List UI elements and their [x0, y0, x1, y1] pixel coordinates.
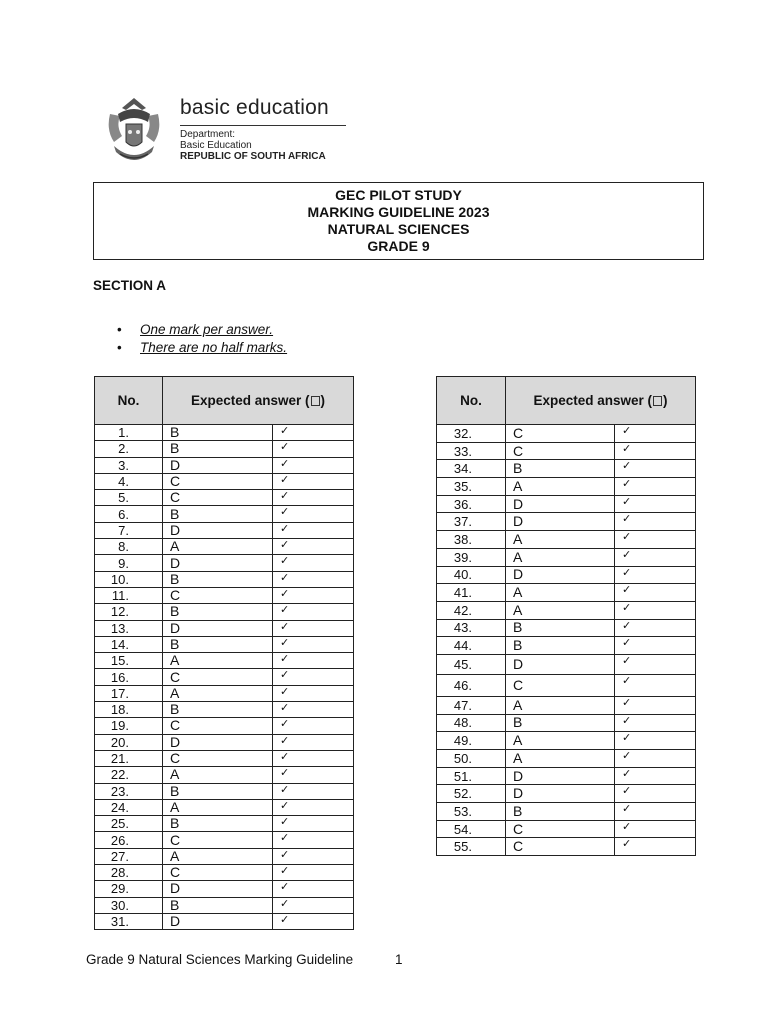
check-mark-icon: ✓ — [615, 619, 696, 637]
check-mark-icon: ✓ — [273, 718, 354, 734]
question-number: 21. — [95, 750, 163, 766]
question-number: 23. — [95, 783, 163, 799]
check-mark-icon: ✓ — [273, 767, 354, 783]
check-mark-icon: ✓ — [615, 531, 696, 549]
expected-answer: C — [163, 473, 273, 489]
question-number: 25. — [95, 816, 163, 832]
table-row — [437, 696, 696, 714]
table-row — [95, 636, 354, 652]
check-mark-icon: ✓ — [273, 848, 354, 864]
question-number: 10. — [95, 571, 163, 587]
table-row — [437, 750, 696, 768]
check-mark-icon: ✓ — [615, 584, 696, 602]
checkbox-symbol-icon — [653, 396, 662, 406]
check-mark-icon: ✓ — [615, 696, 696, 714]
expected-answer: B — [163, 425, 273, 441]
check-mark-icon: ✓ — [615, 637, 696, 655]
expected-answer: C — [163, 718, 273, 734]
check-mark-icon: ✓ — [273, 490, 354, 506]
question-number: 1. — [95, 425, 163, 441]
check-mark-icon: ✓ — [273, 441, 354, 457]
check-mark-icon: ✓ — [615, 785, 696, 803]
table-row — [95, 718, 354, 734]
check-mark-icon: ✓ — [615, 820, 696, 838]
table-row — [437, 767, 696, 785]
expected-answer: A — [163, 799, 273, 815]
expected-answer: C — [506, 442, 615, 460]
table-row — [95, 441, 354, 457]
question-number: 38. — [437, 531, 506, 549]
expected-answer: C — [506, 674, 615, 696]
check-mark-icon: ✓ — [273, 587, 354, 603]
expected-answer: A — [163, 685, 273, 701]
expected-answer: C — [163, 490, 273, 506]
question-number: 5. — [95, 490, 163, 506]
table-row — [95, 799, 354, 815]
expected-answer: B — [506, 637, 615, 655]
table-row — [95, 473, 354, 489]
table-row — [95, 685, 354, 701]
title-line-4: GRADE 9 — [367, 238, 430, 254]
table-row — [95, 653, 354, 669]
column-header-no: No. — [95, 377, 163, 425]
expected-answer: A — [163, 767, 273, 783]
expected-answer: B — [506, 619, 615, 637]
expected-answer: C — [163, 832, 273, 848]
check-mark-icon: ✓ — [273, 669, 354, 685]
check-mark-icon: ✓ — [615, 803, 696, 821]
column-header-expected-answer — [506, 377, 696, 425]
check-mark-icon: ✓ — [273, 783, 354, 799]
table-row — [437, 513, 696, 531]
expected-answer: B — [163, 816, 273, 832]
question-number: 31. — [95, 913, 163, 929]
expected-answer: D — [506, 767, 615, 785]
question-number: 9. — [95, 555, 163, 571]
check-mark-icon: ✓ — [615, 750, 696, 768]
expected-answer: C — [506, 820, 615, 838]
expected-answer: B — [163, 636, 273, 652]
table-row — [437, 442, 696, 460]
question-number: 35. — [437, 478, 506, 496]
question-number: 27. — [95, 848, 163, 864]
question-number: 15. — [95, 653, 163, 669]
check-mark-icon: ✓ — [615, 674, 696, 696]
table-row — [95, 897, 354, 913]
table-row — [95, 702, 354, 718]
check-mark-icon: ✓ — [615, 425, 696, 443]
table-row — [437, 803, 696, 821]
check-mark-icon: ✓ — [273, 750, 354, 766]
table-row — [95, 767, 354, 783]
expected-answer: B — [163, 897, 273, 913]
expected-answer: B — [163, 783, 273, 799]
page-footer: Grade 9 Natural Sciences Marking Guideline — [86, 952, 354, 967]
expected-answer: B — [506, 714, 615, 732]
logo-basic-education: Basic Education — [180, 140, 252, 151]
expected-answer: D — [506, 654, 615, 674]
expected-answer: C — [163, 750, 273, 766]
expected-answer-label-close: ) — [320, 393, 326, 408]
check-mark-icon: ✓ — [273, 636, 354, 652]
check-mark-icon: ✓ — [273, 897, 354, 913]
expected-answer: A — [506, 584, 615, 602]
question-number: 41. — [437, 584, 506, 602]
check-mark-icon: ✓ — [273, 620, 354, 636]
table-row — [95, 587, 354, 603]
check-mark-icon: ✓ — [273, 881, 354, 897]
expected-answer: B — [163, 702, 273, 718]
question-number: 33. — [437, 442, 506, 460]
check-mark-icon: ✓ — [615, 654, 696, 674]
expected-answer: A — [506, 601, 615, 619]
expected-answer: A — [506, 548, 615, 566]
expected-answer: C — [163, 865, 273, 881]
logo-department: Department: — [180, 129, 236, 140]
table-row — [95, 832, 354, 848]
check-mark-icon: ✓ — [273, 913, 354, 929]
expected-answer: B — [163, 441, 273, 457]
question-number: 13. — [95, 620, 163, 636]
check-mark-icon: ✓ — [615, 460, 696, 478]
table-row — [95, 555, 354, 571]
checkbox-symbol-icon — [311, 396, 320, 406]
table-row — [437, 654, 696, 674]
question-number: 45. — [437, 654, 506, 674]
check-mark-icon: ✓ — [615, 732, 696, 750]
check-mark-icon: ✓ — [273, 816, 354, 832]
question-number: 49. — [437, 732, 506, 750]
logo-divider — [180, 125, 346, 126]
question-number: 12. — [95, 604, 163, 620]
logo-title: basic education — [180, 96, 329, 119]
question-number: 22. — [95, 767, 163, 783]
table-row — [437, 425, 696, 443]
question-number: 7. — [95, 522, 163, 538]
expected-answer: C — [163, 669, 273, 685]
expected-answer-label: Expected answer ( — [190, 393, 310, 408]
expected-answer: D — [163, 457, 273, 473]
question-number: 18. — [95, 702, 163, 718]
page-number: 1 — [395, 952, 403, 967]
expected-answer: C — [163, 587, 273, 603]
check-mark-icon: ✓ — [273, 425, 354, 441]
table-row — [437, 566, 696, 584]
table-row — [95, 865, 354, 881]
check-mark-icon: ✓ — [615, 548, 696, 566]
table-row — [95, 816, 354, 832]
table-row — [437, 674, 696, 696]
expected-answer: A — [506, 696, 615, 714]
table-row — [437, 619, 696, 637]
title-line-3: NATURAL SCIENCES — [327, 221, 470, 237]
question-number: 54. — [437, 820, 506, 838]
expected-answer: B — [163, 604, 273, 620]
expected-answer: D — [163, 620, 273, 636]
question-number: 44. — [437, 637, 506, 655]
question-number: 6. — [95, 506, 163, 522]
expected-answer: C — [506, 425, 615, 443]
column-header-expected-answer — [163, 377, 354, 425]
table-row — [437, 460, 696, 478]
check-mark-icon: ✓ — [615, 714, 696, 732]
table-row — [95, 490, 354, 506]
table-row — [437, 531, 696, 549]
table-row — [95, 913, 354, 929]
table-row — [95, 539, 354, 555]
question-number: 48. — [437, 714, 506, 732]
check-mark-icon: ✓ — [615, 513, 696, 531]
question-number: 16. — [95, 669, 163, 685]
question-number: 17. — [95, 685, 163, 701]
question-number: 32. — [437, 425, 506, 443]
question-number: 30. — [95, 897, 163, 913]
table-row — [95, 734, 354, 750]
table-row — [95, 881, 354, 897]
answers-table-left — [94, 376, 354, 930]
expected-answer: D — [163, 555, 273, 571]
question-number: 53. — [437, 803, 506, 821]
question-number: 37. — [437, 513, 506, 531]
expected-answer: D — [506, 513, 615, 531]
table-row — [95, 604, 354, 620]
table-row — [437, 637, 696, 655]
expected-answer: B — [163, 506, 273, 522]
check-mark-icon: ✓ — [273, 702, 354, 718]
question-number: 26. — [95, 832, 163, 848]
check-mark-icon: ✓ — [273, 571, 354, 587]
question-number: 42. — [437, 601, 506, 619]
question-number: 3. — [95, 457, 163, 473]
coat-of-arms-icon — [100, 92, 168, 168]
question-number: 36. — [437, 495, 506, 513]
expected-answer-label-close: ) — [663, 393, 668, 408]
question-number: 20. — [95, 734, 163, 750]
table-row — [95, 750, 354, 766]
expected-answer: B — [506, 460, 615, 478]
question-number: 34. — [437, 460, 506, 478]
answers-table-right — [436, 376, 696, 856]
table-row — [437, 548, 696, 566]
instruction-item: • One mark per answer. — [117, 321, 287, 339]
check-mark-icon: ✓ — [273, 522, 354, 538]
check-mark-icon: ✓ — [273, 604, 354, 620]
table-row — [437, 495, 696, 513]
question-number: 55. — [437, 838, 506, 856]
table-row — [437, 785, 696, 803]
table-row — [95, 506, 354, 522]
expected-answer: A — [163, 848, 273, 864]
question-number: 50. — [437, 750, 506, 768]
expected-answer: A — [506, 478, 615, 496]
expected-answer: D — [163, 881, 273, 897]
expected-answer: C — [506, 838, 615, 856]
expected-answer: D — [506, 785, 615, 803]
expected-answer: A — [163, 539, 273, 555]
check-mark-icon: ✓ — [273, 473, 354, 489]
check-mark-icon: ✓ — [615, 495, 696, 513]
expected-answer: D — [163, 522, 273, 538]
expected-answer: D — [163, 913, 273, 929]
expected-answer: A — [506, 750, 615, 768]
table-row — [437, 714, 696, 732]
question-number: 28. — [95, 865, 163, 881]
question-number: 19. — [95, 718, 163, 734]
expected-answer: B — [506, 803, 615, 821]
question-number: 39. — [437, 548, 506, 566]
check-mark-icon: ✓ — [615, 601, 696, 619]
check-mark-icon: ✓ — [273, 457, 354, 473]
expected-answer: A — [506, 531, 615, 549]
column-header-no: No. — [437, 377, 506, 425]
question-number: 29. — [95, 881, 163, 897]
question-number: 43. — [437, 619, 506, 637]
question-number: 52. — [437, 785, 506, 803]
check-mark-icon: ✓ — [273, 832, 354, 848]
check-mark-icon: ✓ — [273, 653, 354, 669]
question-number: 11. — [95, 587, 163, 603]
expected-answer: D — [506, 495, 615, 513]
expected-answer: A — [506, 732, 615, 750]
expected-answer: D — [506, 566, 615, 584]
table-row — [437, 820, 696, 838]
check-mark-icon: ✓ — [273, 539, 354, 555]
check-mark-icon: ✓ — [615, 767, 696, 785]
question-number: 4. — [95, 473, 163, 489]
table-row — [95, 425, 354, 441]
table-row — [437, 478, 696, 496]
table-row — [95, 848, 354, 864]
department-logo — [100, 92, 350, 170]
table-row — [95, 620, 354, 636]
title-line-2: MARKING GUIDELINE 2023 — [307, 204, 490, 220]
table-row — [437, 838, 696, 856]
check-mark-icon: ✓ — [615, 442, 696, 460]
table-row — [95, 457, 354, 473]
question-number: 47. — [437, 696, 506, 714]
expected-answer-label: Expected answer ( — [533, 393, 653, 408]
table-row — [95, 783, 354, 799]
question-number: 2. — [95, 441, 163, 457]
check-mark-icon: ✓ — [273, 685, 354, 701]
section-heading: SECTION A — [93, 278, 167, 293]
expected-answer: D — [163, 734, 273, 750]
check-mark-icon: ✓ — [615, 838, 696, 856]
table-row — [95, 522, 354, 538]
expected-answer: A — [163, 653, 273, 669]
question-number: 8. — [95, 539, 163, 555]
instruction-item: • There are no half marks. — [117, 339, 287, 357]
check-mark-icon: ✓ — [273, 555, 354, 571]
check-mark-icon: ✓ — [273, 865, 354, 881]
logo-country: REPUBLIC OF SOUTH AFRICA — [180, 151, 326, 162]
instructions-list — [117, 321, 287, 357]
question-number: 24. — [95, 799, 163, 815]
question-number: 51. — [437, 767, 506, 785]
question-number: 46. — [437, 674, 506, 696]
check-mark-icon: ✓ — [273, 734, 354, 750]
document-title-box — [93, 182, 704, 260]
table-row — [95, 571, 354, 587]
table-row — [437, 601, 696, 619]
title-line-1: GEC PILOT STUDY — [335, 187, 462, 203]
table-row — [95, 669, 354, 685]
question-number: 14. — [95, 636, 163, 652]
question-number: 40. — [437, 566, 506, 584]
table-row — [437, 732, 696, 750]
check-mark-icon: ✓ — [273, 799, 354, 815]
check-mark-icon: ✓ — [615, 566, 696, 584]
expected-answer: B — [163, 571, 273, 587]
check-mark-icon: ✓ — [273, 506, 354, 522]
check-mark-icon: ✓ — [615, 478, 696, 496]
table-row — [437, 584, 696, 602]
